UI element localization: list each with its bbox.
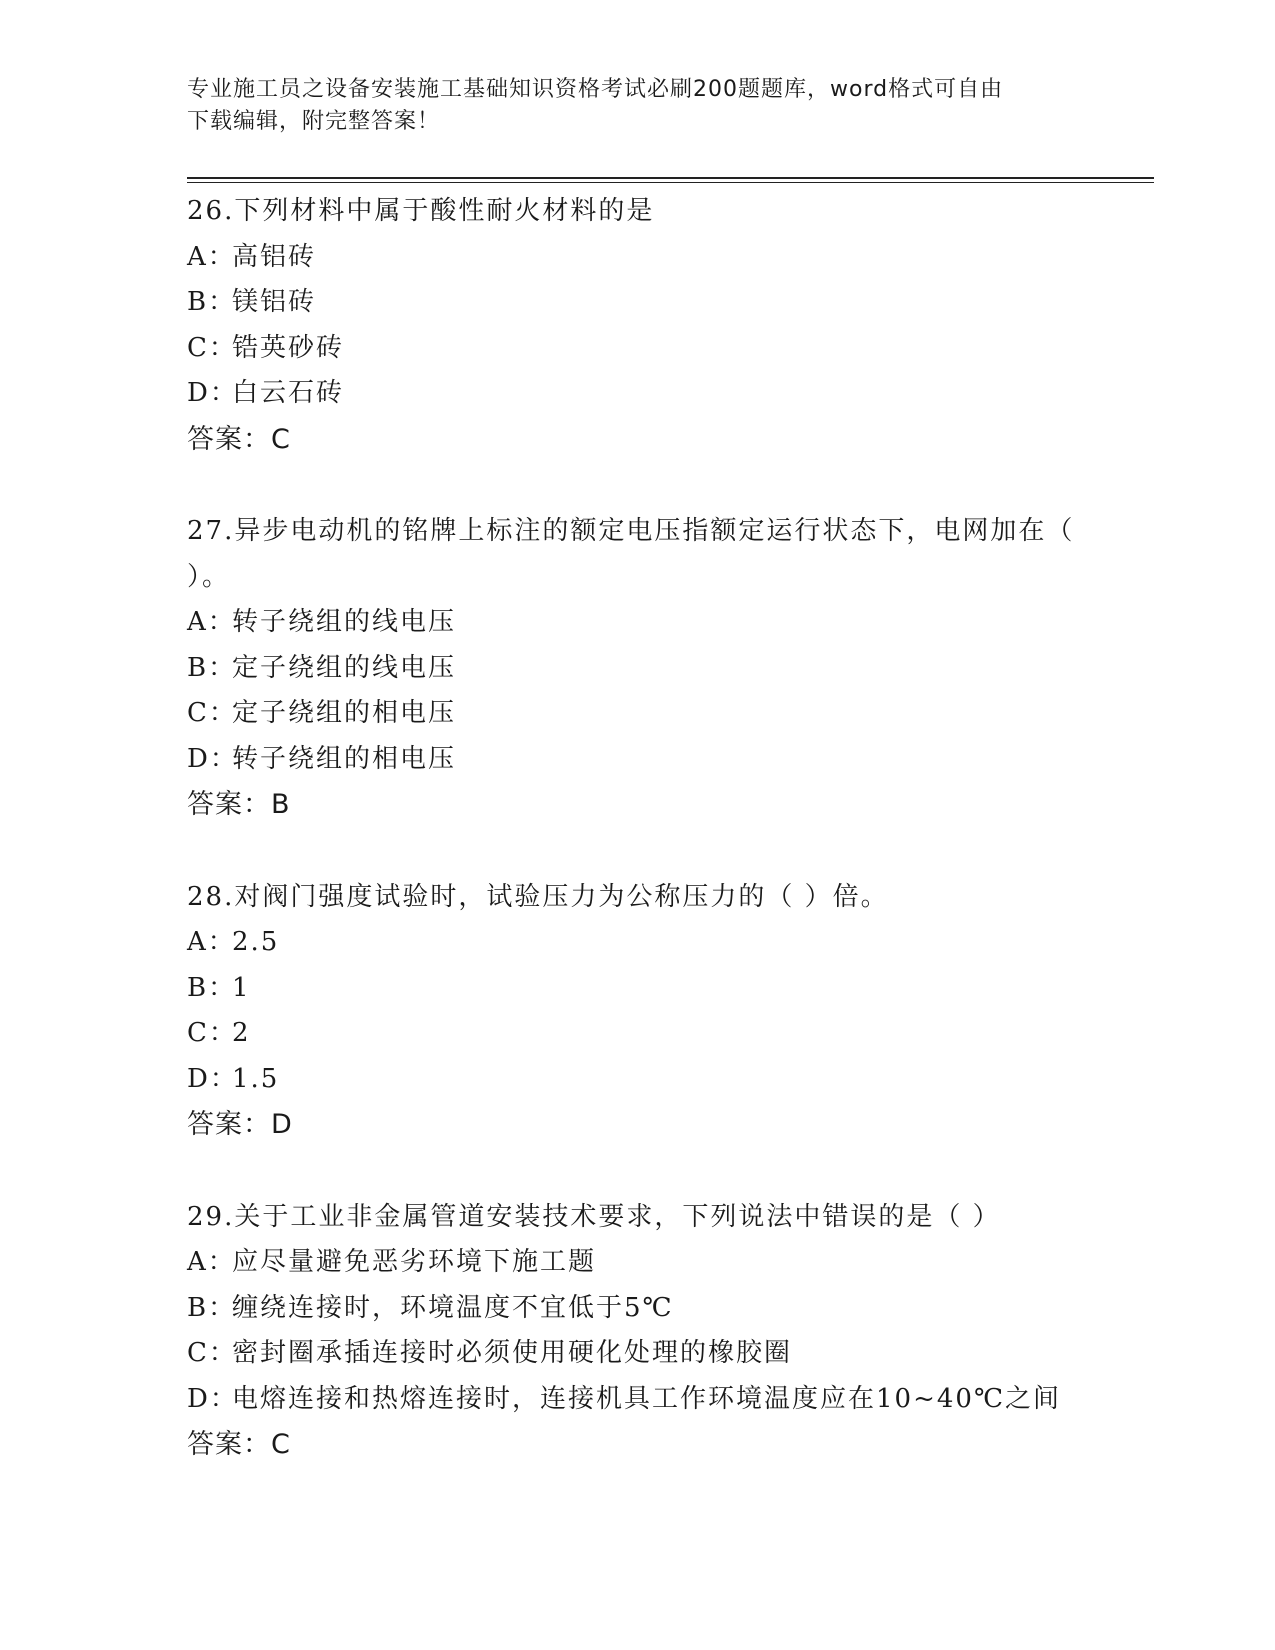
question-number: 26.: [187, 196, 235, 226]
header-line-1: 专业施工员之设备安装施工基础知识资格考试必刷200题题库，word格式可自由: [187, 77, 1004, 102]
answer-value: C: [271, 1429, 291, 1460]
option-key: B：: [187, 972, 237, 1003]
question-stem: [187, 1195, 1087, 1241]
option-text: 1: [232, 972, 251, 1003]
answer-line: [187, 782, 1087, 828]
option-key: C：: [187, 1338, 237, 1368]
option-key: A：: [187, 927, 236, 957]
header-divider-thin: [187, 182, 1154, 183]
option-b: [187, 646, 1087, 692]
option-text: 应尽量避免恶劣环境下施工题: [232, 1247, 597, 1277]
option-text: 转子绕组的相电压: [232, 743, 457, 774]
option-key: A：: [187, 607, 236, 637]
option-d: [187, 737, 1087, 783]
option-text: 高铝砖: [232, 241, 317, 272]
option-key: A：: [187, 1247, 236, 1277]
option-d: [187, 1057, 1087, 1103]
option-key: C：: [187, 332, 237, 363]
option-c: [187, 1331, 1087, 1377]
option-text: 2: [232, 1018, 251, 1048]
question-text: 下列材料中属于酸性耐火材料的是: [234, 196, 655, 226]
option-c: [187, 326, 1087, 372]
question-29: [187, 1195, 1087, 1468]
question-stem: [187, 509, 1087, 600]
answer-label: 答案：: [187, 789, 271, 820]
question-26: [187, 189, 1087, 462]
answer-value: D: [271, 1109, 293, 1140]
option-key: B：: [187, 1292, 237, 1323]
answer-label: 答案：: [187, 423, 271, 455]
answer-label: 答案：: [187, 1109, 271, 1140]
question-number: 28.: [187, 881, 235, 912]
question-stem: [187, 875, 1087, 921]
option-a: [187, 600, 1087, 646]
header-divider-thick: [187, 177, 1154, 179]
option-text: 2.5: [232, 927, 280, 957]
option-key: D：: [187, 1063, 238, 1094]
option-b: [187, 1286, 1087, 1332]
option-c: [187, 1011, 1087, 1057]
option-key: C：: [187, 698, 237, 728]
option-d: [187, 1377, 1087, 1423]
answer-line: [187, 1422, 1087, 1468]
question-28: [187, 875, 1087, 1148]
option-a: [187, 1240, 1087, 1286]
option-a: [187, 235, 1087, 281]
option-text: 缠绕连接时，环境温度不宜低于5℃: [232, 1292, 674, 1323]
option-c: [187, 691, 1087, 737]
option-text: 定子绕组的线电压: [232, 652, 457, 683]
answer-line: [187, 1102, 1087, 1148]
question-text: 对阀门强度试验时，试验压力为公称压力的（ ）倍。: [234, 881, 889, 912]
option-text: 白云石砖: [232, 378, 345, 408]
option-key: D：: [187, 1383, 238, 1414]
question-text: 异步电动机的铭牌上标注的额定电压指额定运行状态下，电网加在（ ）。: [187, 516, 1075, 592]
option-key: A：: [187, 241, 236, 272]
option-text: 定子绕组的相电压: [232, 698, 457, 728]
question-number: 27.: [187, 516, 235, 546]
option-text: 转子绕组的线电压: [232, 607, 457, 637]
option-text: 电熔连接和热熔连接时，连接机具工作环境温度应在10~40℃之间: [232, 1383, 1062, 1414]
option-d: [187, 371, 1087, 417]
answer-value: C: [271, 423, 291, 455]
answer-label: 答案：: [187, 1429, 271, 1460]
answer-value: B: [271, 789, 291, 820]
option-key: D：: [187, 378, 238, 408]
option-a: [187, 920, 1087, 966]
question-number: 29.: [187, 1201, 235, 1232]
option-text: 密封圈承插连接时必须使用硬化处理的橡胶圈: [232, 1338, 793, 1368]
option-b: [187, 280, 1087, 326]
option-key: D：: [187, 743, 238, 774]
option-text: 镁铝砖: [232, 287, 317, 317]
answer-line: [187, 417, 1087, 463]
question-list: [187, 189, 1087, 1515]
header-line-2: 下载编辑，附完整答案！: [187, 109, 441, 134]
option-b: [187, 966, 1087, 1012]
option-key: B：: [187, 652, 237, 683]
option-text: 锆英砂砖: [232, 332, 345, 363]
question-text: 关于工业非金属管道安装技术要求，下列说法中错误的是（ ）: [234, 1201, 1001, 1232]
question-27: [187, 509, 1087, 828]
option-text: 1.5: [232, 1063, 280, 1094]
document-header: [187, 74, 1087, 138]
option-key: C：: [187, 1018, 237, 1048]
question-stem: [187, 189, 1087, 235]
option-key: B：: [187, 287, 237, 317]
